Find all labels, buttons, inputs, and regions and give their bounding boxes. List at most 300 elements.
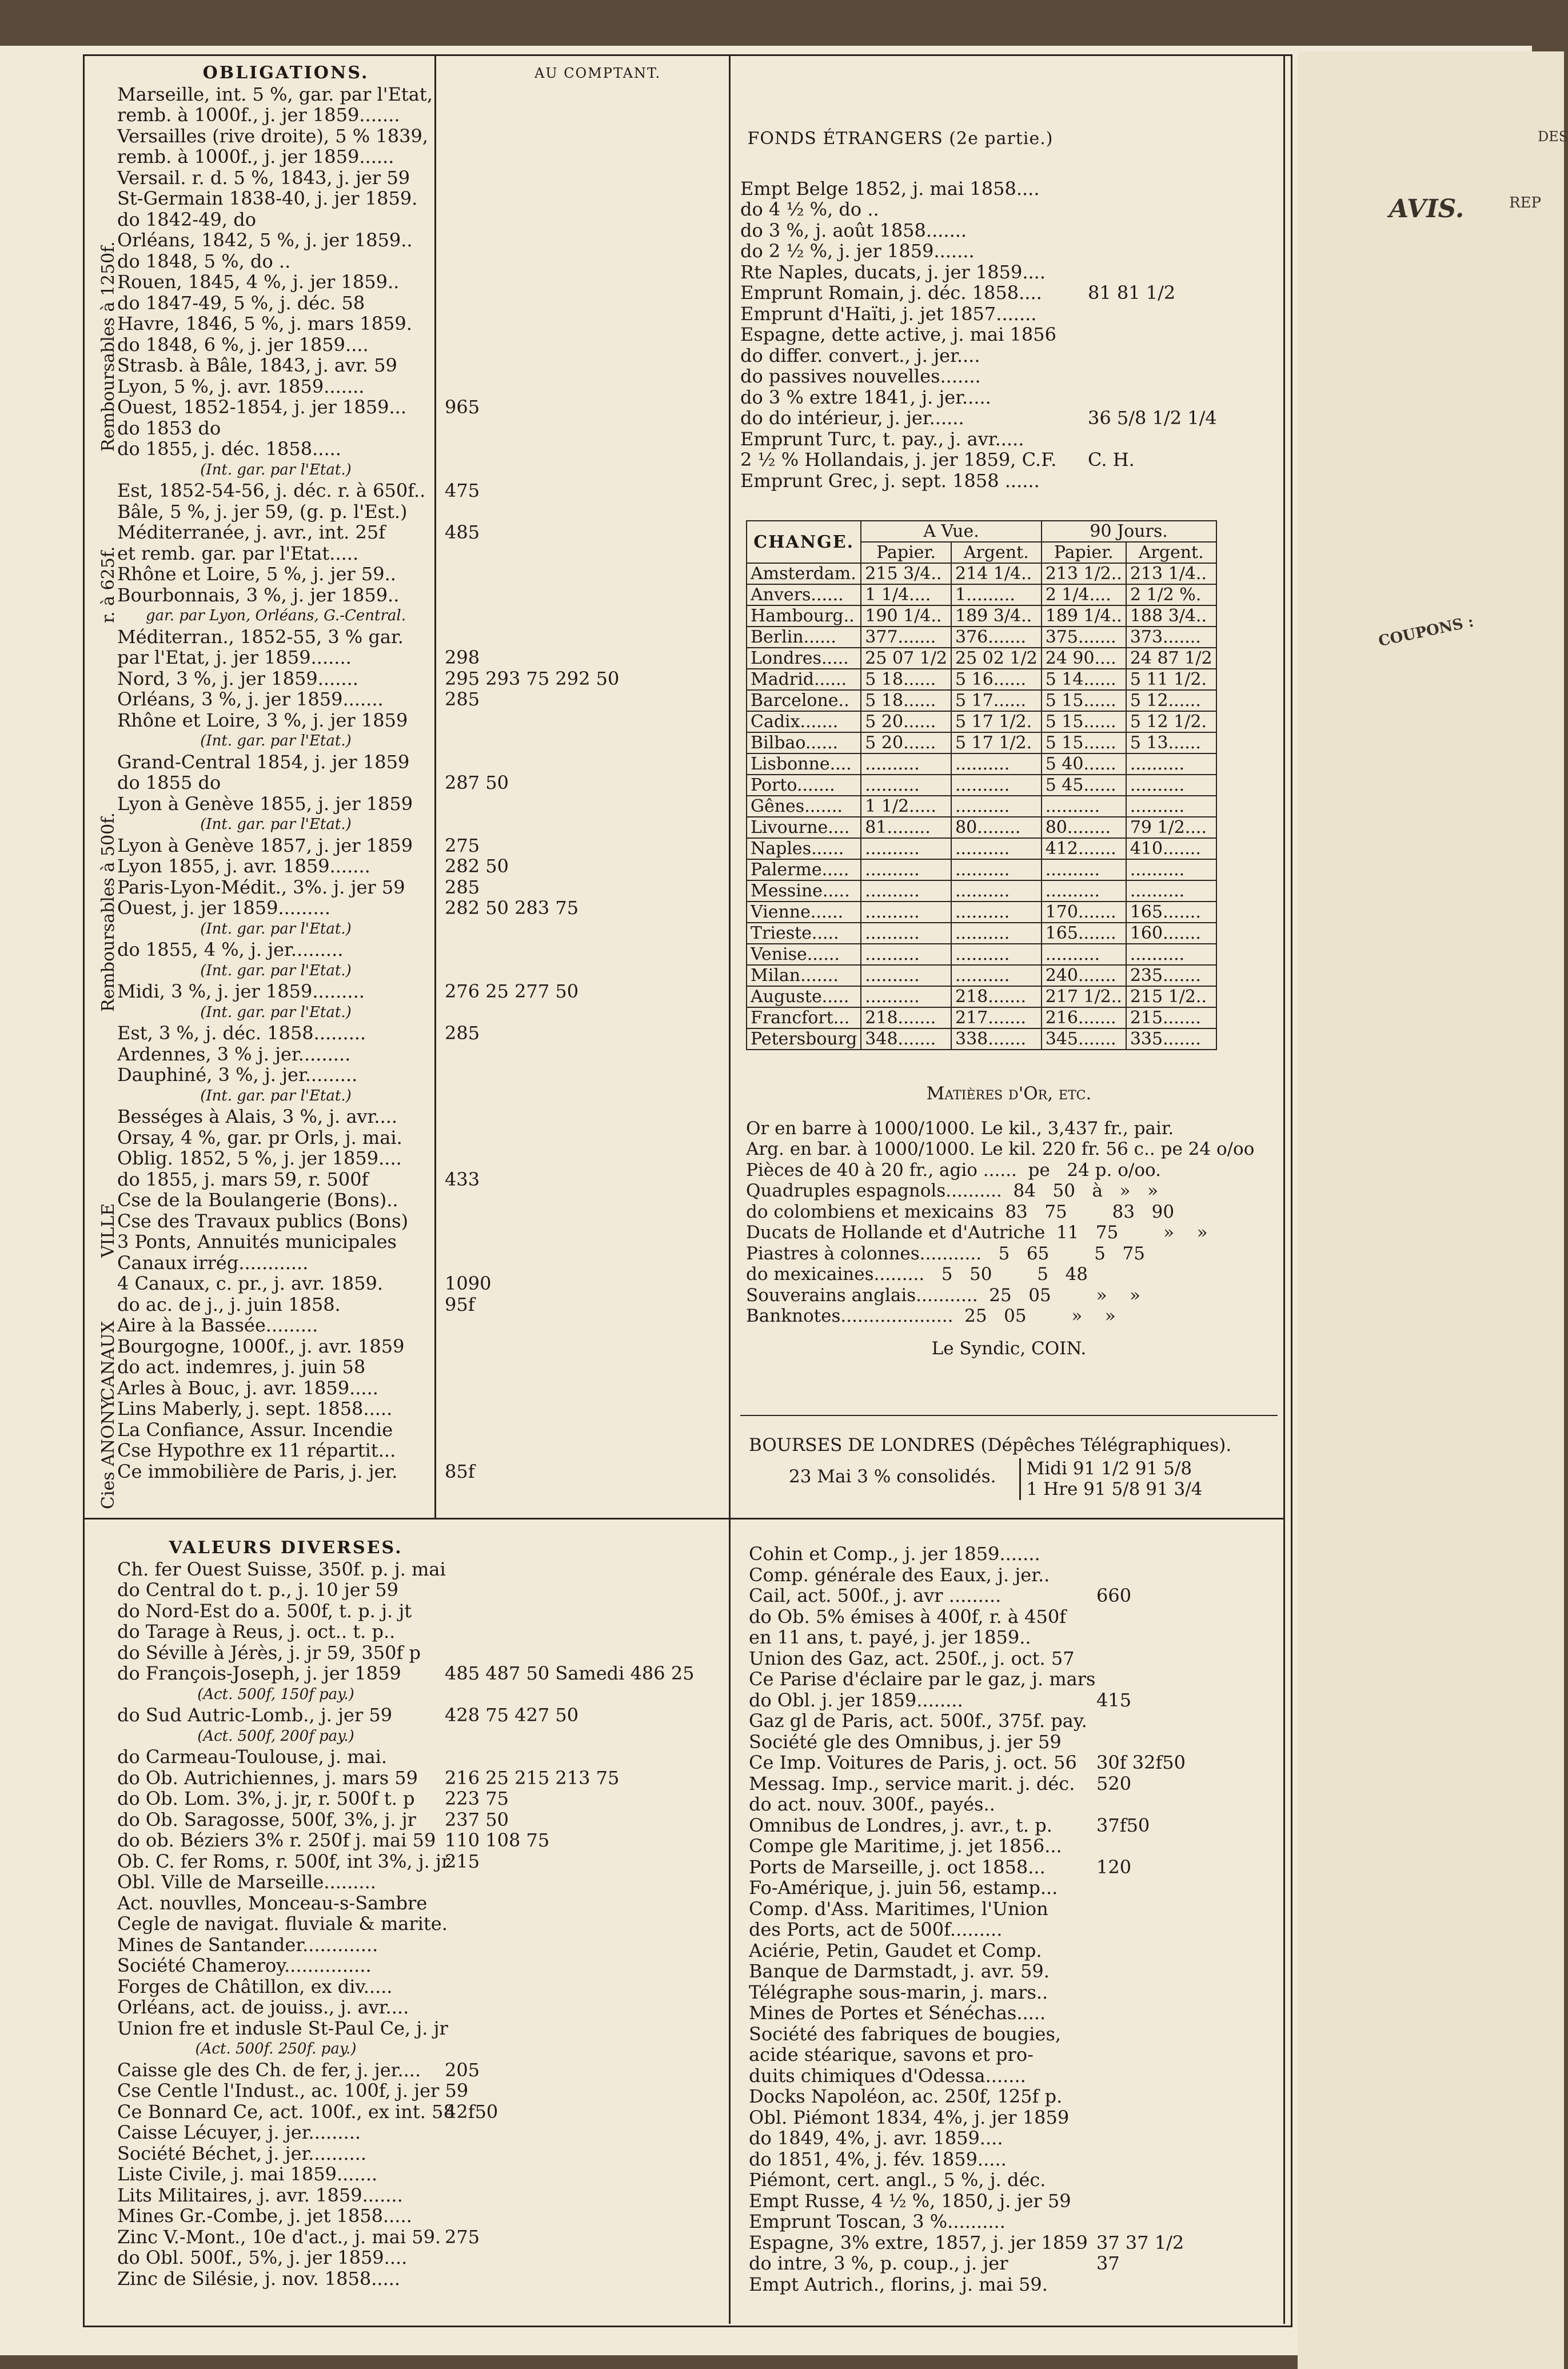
- item-value: [434, 1935, 445, 1956]
- item-value: 223 75: [445, 1788, 509, 1809]
- change-city: Hambourg..: [747, 605, 861, 627]
- list-item: [749, 1899, 1186, 1920]
- change-city: Bilbao......: [747, 732, 861, 753]
- change-rate: 24 87 1/2: [1126, 648, 1216, 669]
- list-item: [740, 282, 1217, 304]
- item-label: Espagne, dette active, j. mai 1856: [740, 324, 1056, 345]
- item-label: Liste Civile, j. mai 1859.......: [117, 2163, 378, 2185]
- item-value: [1086, 2044, 1096, 2065]
- item-value: [1078, 304, 1088, 325]
- item-label: Forges de Châtillon, ex div.....: [117, 1975, 393, 1997]
- item-label: do 1849, 4%, j. avr. 1859....: [749, 2127, 1003, 2149]
- item-value: 1090: [445, 1273, 492, 1294]
- list-item: [749, 2274, 1186, 2295]
- list-item: [117, 501, 661, 523]
- item-label: Cohin et Comp., j. jer 1859.......: [749, 1543, 1040, 1565]
- change-rate: 235.......: [1126, 965, 1216, 986]
- item-value: 282 50: [445, 855, 509, 877]
- change-city: Messine.....: [747, 880, 861, 902]
- item-label: (Int. gar. par l'Etat.): [200, 816, 352, 833]
- table-row: [747, 902, 1216, 923]
- change-rate: ..........: [1126, 775, 1216, 796]
- item-label: Strasb. à Bâle, 1843, j. avr. 59: [117, 354, 397, 376]
- item-label: Ce Parise d'éclaire par le gaz, j. mars: [749, 1668, 1096, 1690]
- list-item: [117, 376, 661, 397]
- item-value: 237 50: [445, 1808, 509, 1830]
- change-rate: ..........: [951, 838, 1042, 859]
- list-item: [117, 438, 661, 460]
- change-rate: 189 1/4..: [1042, 605, 1126, 627]
- item-value: [434, 418, 445, 439]
- change-city: Berlin......: [747, 627, 861, 648]
- list-item: [117, 814, 661, 835]
- item-value: 275: [445, 834, 480, 856]
- list-item: [117, 1663, 695, 1684]
- change-rate: 217 1/2..: [1042, 986, 1126, 1007]
- list-item: [749, 1606, 1186, 1628]
- item-value: [434, 2164, 445, 2185]
- list-item: [117, 1976, 695, 1997]
- list-item: [749, 2024, 1186, 2045]
- item-label: do Obl. j. jer 1859........: [749, 1689, 963, 1711]
- change-rate: 348.......: [861, 1028, 951, 1050]
- item-label: Emprunt Toscan, 3 %..........: [749, 2211, 1006, 2232]
- item-label: Docks Napoléon, ac. 250f, 125f p.: [749, 2085, 1063, 2107]
- list-item: [740, 449, 1217, 470]
- item-label: Emprunt Grec, j. sept. 1858 ......: [740, 469, 1040, 492]
- item-label: Lins Maberly, j. sept. 1858.....: [117, 1398, 393, 1419]
- matiere-row: Piastres à colonnes........... 5 65 5 75: [746, 1243, 1145, 1264]
- change-rate: 170.......: [1042, 902, 1126, 923]
- item-value: 275: [445, 2226, 480, 2248]
- item-value: 287 50: [445, 772, 509, 793]
- list-item: [117, 355, 661, 376]
- item-value: [434, 1559, 445, 1580]
- item-value: 298: [445, 647, 480, 668]
- list-item: [749, 1919, 1186, 1940]
- item-value: [434, 1601, 445, 1622]
- list-item: [117, 2206, 695, 2227]
- item-label: Cail, act. 500f., j. avr .........: [749, 1585, 1002, 1606]
- change-rate: 5 20......: [861, 711, 951, 732]
- list-item: [117, 2247, 695, 2268]
- item-value: 475: [445, 480, 480, 501]
- list-item: [749, 2169, 1186, 2191]
- list-item: [117, 1086, 661, 1107]
- change-rate: ..........: [1042, 944, 1126, 965]
- item-value: [434, 793, 445, 815]
- item-label: do 2 ½ %, j. jer 1859.......: [740, 240, 975, 262]
- list-item: [117, 1935, 695, 1956]
- item-label: do do intérieur, j. jer......: [740, 407, 964, 429]
- item-label: Espagne, 3% extre, 1857, j. jer 1859: [749, 2231, 1088, 2254]
- item-value: 37: [1096, 2252, 1120, 2274]
- item-value: [434, 230, 445, 251]
- change-rate: 217.......: [951, 1007, 1042, 1028]
- change-city: Vienne......: [747, 902, 861, 923]
- change-rate: 190 1/4..: [861, 605, 951, 627]
- item-value: 30f 32f50: [1096, 1752, 1186, 1773]
- change-rate: 216.......: [1042, 1007, 1126, 1028]
- list-item: [749, 2065, 1186, 2087]
- group-label-1250: Remboursables à 1250f.: [98, 241, 118, 452]
- item-value: [434, 1148, 445, 1169]
- item-value: 285: [445, 1022, 480, 1044]
- item-label: (Int. gar. par l'Etat.): [200, 920, 352, 938]
- item-value: [434, 1726, 445, 1747]
- list-item: [117, 1023, 661, 1044]
- matiere-row: Or en barre à 1000/1000. Le kil., 3,437 fr., pair.: [746, 1118, 1174, 1139]
- item-label: do differ. convert., j. jer....: [740, 344, 980, 366]
- comptant-header: AU COMPTANT.: [534, 65, 661, 81]
- item-value: 215: [445, 1850, 480, 1872]
- item-value: [434, 1086, 445, 1107]
- item-value: [434, 1872, 445, 1893]
- list-item: [117, 939, 661, 960]
- matiere-row: Banknotes.................... 25 05 » »: [746, 1306, 1116, 1326]
- list-item: [117, 105, 661, 126]
- item-label: (Int. gar. par l'Etat.): [200, 732, 352, 749]
- matieres-rows: [746, 1118, 1272, 1327]
- item-label: La Confiance, Assur. Incendie: [117, 1418, 393, 1441]
- item-label: Rhône et Loire, 3 %, j. jer 1859: [117, 709, 408, 731]
- item-value: 110 108 75: [445, 1829, 550, 1851]
- matiere-row: do colombiens et mexicains 83 75 83 90: [746, 1201, 1175, 1222]
- item-label: do Obl. 500f., 5%, j. jer 1859....: [117, 2247, 408, 2268]
- list-item: [749, 1773, 1186, 1794]
- item-value: C. H.: [1088, 449, 1135, 470]
- list-item: [117, 146, 661, 167]
- change-rate: 79 1/2....: [1126, 817, 1216, 838]
- change-city: Gênes.......: [747, 796, 861, 817]
- item-label: do Séville à Jérès, j. jr 59, 350f p: [117, 1641, 421, 1664]
- item-value: [434, 731, 445, 752]
- list-item: [749, 1544, 1186, 1565]
- group-label-ville: VILLE: [98, 1203, 118, 1258]
- list-item: [117, 1127, 661, 1148]
- item-value: [434, 960, 445, 982]
- item-value: [434, 2122, 445, 2143]
- item-label: Fo-Amérique, j. juin 56, estamp...: [749, 1877, 1058, 1899]
- list-item: [117, 1357, 661, 1378]
- item-label: do Tarage à Reus, j. oct.. t. p..: [117, 1621, 396, 1642]
- change-rate: 240.......: [1042, 965, 1126, 986]
- list-item: [117, 668, 661, 689]
- list-item: [740, 387, 1217, 408]
- item-value: [1086, 2024, 1096, 2045]
- change-rate: 5 17 1/2.: [951, 711, 1042, 732]
- change-rate: 5 12......: [1126, 690, 1216, 711]
- item-value: [434, 1955, 445, 1976]
- item-label: Havre, 1846, 5 %, j. mars 1859.: [117, 313, 412, 334]
- item-value: 95f: [445, 1293, 475, 1315]
- item-label: Midi, 3 %, j. jer 1859.........: [117, 980, 365, 1002]
- table-row: [747, 669, 1216, 690]
- list-item: [117, 397, 661, 418]
- list-item: [117, 251, 661, 272]
- item-value: [434, 355, 445, 376]
- change-city: Porto.......: [747, 775, 861, 796]
- margin-coupons: COUPONS :: [1377, 613, 1475, 651]
- item-value: 660: [1096, 1585, 1132, 1606]
- list-item: [117, 1851, 695, 1872]
- item-label: do Ob. Lom. 3%, j. jr, r. 500f t. p: [117, 1788, 415, 1809]
- change-rate: ..........: [861, 838, 951, 859]
- list-item: [117, 835, 661, 856]
- list-item: [749, 2086, 1186, 2107]
- item-value: [434, 919, 445, 940]
- list-item: [117, 188, 661, 209]
- item-value: 285: [445, 876, 480, 898]
- list-item: [117, 1726, 695, 1747]
- item-label: Grand-Central 1854, j. jer 1859: [117, 751, 410, 773]
- item-label: (Int. gar. par l'Etat.): [200, 1087, 352, 1104]
- item-label: Bâle, 5 %, j. jer 59, (g. p. l'Est.): [117, 500, 408, 523]
- londres-midi: Midi 91 1/2 91 5/8: [1026, 1458, 1192, 1479]
- item-label: Caisse Lécuyer, j. jer.........: [117, 2121, 361, 2143]
- item-label: Société Chameroy...............: [117, 1955, 372, 1976]
- list-item: [740, 199, 1217, 220]
- item-value: 37f50: [1096, 1814, 1150, 1836]
- change-city: Milan.......: [747, 965, 861, 986]
- item-value: [434, 1976, 445, 1997]
- change-rate: 5 14......: [1042, 669, 1126, 690]
- item-value: [434, 1106, 445, 1127]
- list-item: [117, 167, 661, 189]
- item-label: Obl. Piémont 1834, 4%, j. jer 1859: [749, 2106, 1070, 2128]
- item-value: [434, 313, 445, 334]
- item-value: [1086, 2086, 1096, 2107]
- change-rate: 375.......: [1042, 627, 1126, 648]
- change-rate: 215 1/2..: [1126, 986, 1216, 1007]
- table-row: [747, 880, 1216, 902]
- item-label: Messag. Imp., service marit. j. déc.: [749, 1772, 1075, 1794]
- list-item: [117, 1768, 695, 1789]
- item-value: 520: [1096, 1772, 1132, 1794]
- change-city: Petersbourg: [747, 1028, 861, 1050]
- item-label: remb. à 1000f., j. jer 1859.......: [117, 104, 400, 126]
- item-label: do intre, 3 %, p. coup., j. jer: [749, 2252, 1008, 2274]
- item-label: Rte Naples, ducats, j. jer 1859....: [740, 261, 1046, 283]
- item-value: [1086, 1877, 1096, 1899]
- item-value: [1086, 2149, 1096, 2170]
- item-value: [1086, 2107, 1096, 2128]
- list-item: [117, 1044, 661, 1065]
- list-item: [749, 1585, 1186, 1606]
- change-rate: 5 15......: [1042, 690, 1126, 711]
- item-label: en 11 ans, t. payé, j. jer 1859..: [749, 1626, 1031, 1648]
- list-item: [740, 366, 1217, 387]
- change-rate: ..........: [951, 965, 1042, 986]
- change-rate: 338.......: [951, 1028, 1042, 1050]
- syndic: Le Syndic, COIN.: [931, 1338, 1087, 1359]
- item-value: [434, 272, 445, 293]
- change-rate: 376.......: [951, 627, 1042, 648]
- change-rate: 5 45......: [1042, 775, 1126, 796]
- item-label: Oblig. 1852, 5 %, j. jer 1859....: [117, 1147, 402, 1169]
- item-label: Ouest, 1852-1854, j. jer 1859...: [117, 396, 406, 418]
- list-item: [749, 1690, 1186, 1711]
- list-item: [117, 1997, 695, 2018]
- item-label: Versail. r. d. 5 %, 1843, j. jer 59: [117, 166, 410, 189]
- change-rate: 5 13......: [1126, 732, 1216, 753]
- change-title: CHANGE.: [747, 521, 861, 563]
- list-item: [117, 2164, 695, 2185]
- item-value: [1086, 2191, 1096, 2212]
- item-value: 965: [445, 396, 480, 418]
- item-value: [434, 1997, 445, 2018]
- item-label: Emprunt Turc, t. pay., j. avr.....: [740, 428, 1024, 450]
- item-value: [1078, 241, 1088, 262]
- item-value: [1086, 1565, 1096, 1586]
- list-item: [749, 2044, 1186, 2065]
- item-value: [434, 605, 445, 627]
- item-label: do 1855 do: [117, 772, 221, 793]
- change-rate: ..........: [861, 859, 951, 880]
- change-rate: ..........: [861, 880, 951, 902]
- table-row: [747, 859, 1216, 880]
- item-label: Aciérie, Petin, Gaudet et Comp.: [749, 1939, 1042, 1961]
- item-value: [434, 1211, 445, 1232]
- item-value: [434, 1440, 445, 1461]
- item-value: [434, 2247, 445, 2268]
- list-item: [740, 470, 1217, 492]
- item-label: Méditerran., 1852-55, 3 % gar.: [117, 625, 404, 648]
- item-value: [434, 1064, 445, 1086]
- list-item: [117, 1253, 661, 1274]
- item-value: [434, 1378, 445, 1399]
- change-city: Lisbonne....: [747, 753, 861, 775]
- item-value: [1086, 1669, 1096, 1690]
- valeurs-title: VALEURS DIVERSES.: [169, 1538, 403, 1558]
- change-city: Trieste.....: [747, 923, 861, 944]
- item-value: [1086, 1982, 1096, 2003]
- list-item: [117, 1211, 661, 1232]
- table-row: [747, 711, 1216, 732]
- item-label: do ob. Béziers 3% r. 250f j. mai 59: [117, 1829, 436, 1851]
- change-rate: ..........: [1042, 796, 1126, 817]
- list-item: [749, 1836, 1186, 1857]
- list-item: [117, 1621, 695, 1642]
- table-row: [747, 732, 1216, 753]
- list-item: [117, 605, 661, 627]
- change-rate: 215 3/4..: [861, 563, 951, 584]
- item-label: Société Béchet, j. jer..........: [117, 2142, 366, 2164]
- item-value: [1086, 1836, 1096, 1857]
- list-item: [117, 1398, 661, 1419]
- change-rate: ..........: [951, 880, 1042, 902]
- item-value: [434, 1580, 445, 1601]
- item-value: [1078, 345, 1088, 366]
- item-value: [434, 752, 445, 773]
- item-label: Omnibus de Londres, j. avr., t. p.: [749, 1814, 1052, 1836]
- item-value: [1078, 262, 1088, 283]
- item-value: [434, 1642, 445, 1664]
- change-city: Barcelone..: [747, 690, 861, 711]
- change-avue: A Vue.: [861, 521, 1041, 542]
- list-item: [749, 1627, 1186, 1648]
- item-label: par l'Etat, j. jer 1859.......: [117, 647, 352, 668]
- table-row: [747, 584, 1216, 605]
- item-label: Comp. générale des Eaux, j. jer..: [749, 1564, 1050, 1586]
- item-label: des Ports, act de 500f.........: [749, 1919, 1003, 1940]
- item-value: [1078, 220, 1088, 241]
- change-city: Venise......: [747, 944, 861, 965]
- change-rate: ..........: [951, 775, 1042, 796]
- item-label: Banque de Darmstadt, j. avr. 59.: [749, 1960, 1050, 1982]
- item-value: [1086, 1648, 1096, 1669]
- list-item: [740, 345, 1217, 366]
- item-label: do Nord-Est do a. 500f, t. p. j. jt: [117, 1600, 412, 1622]
- item-value: [1086, 1710, 1096, 1732]
- list-item: [117, 1913, 695, 1935]
- item-label: Comp. d'Ass. Maritimes, l'Union: [749, 1897, 1048, 1920]
- list-item: [740, 262, 1217, 283]
- item-value: [434, 376, 445, 397]
- group-label-canaux: CANAUX: [98, 1321, 118, 1401]
- matiere-row: Quadruples espagnols.......... 84 50 à » »: [746, 1180, 1159, 1201]
- list-item: [117, 2143, 695, 2164]
- list-item: [117, 543, 661, 564]
- list-item: [117, 1106, 661, 1127]
- item-value: 85f: [445, 1460, 475, 1482]
- item-label: Ce Bonnard Ce, act. 100f., ex int. 58: [117, 2100, 455, 2123]
- item-label: Société gle des Omnibus, j. jer 59: [749, 1730, 1062, 1753]
- list-item: [117, 2018, 695, 2039]
- item-label: Marseille, int. 5 %, gar. par l'Etat,: [117, 83, 433, 105]
- change-city: Naples......: [747, 838, 861, 859]
- list-item: [117, 793, 661, 815]
- item-value: [434, 188, 445, 209]
- item-label: do Central do t. p., j. 10 jer 59: [117, 1579, 398, 1601]
- item-label: Ouest, j. jer 1859.........: [117, 897, 330, 919]
- item-label: Société des fabriques de bougies,: [749, 2023, 1062, 2045]
- change-rate: 165.......: [1126, 902, 1216, 923]
- change-rate: 25 02 1/2: [951, 648, 1042, 669]
- item-value: 485 487 50 Samedi 486 25: [445, 1662, 695, 1684]
- item-label: do 1855, 4 %, j. jer.........: [117, 939, 344, 960]
- list-item: [749, 1732, 1186, 1753]
- change-rate: ..........: [951, 796, 1042, 817]
- item-label: do 1851, 4%, j. fév. 1859.....: [749, 2148, 1007, 2170]
- change-rate: 373.......: [1126, 627, 1216, 648]
- change-rate: 335.......: [1126, 1028, 1216, 1050]
- list-item: [117, 1378, 661, 1399]
- list-item: [117, 1809, 695, 1830]
- item-value: [434, 2018, 445, 2039]
- item-label: Paris-Lyon-Médit., 3%. j. jer 59: [117, 876, 405, 898]
- list-item: [117, 1461, 661, 1482]
- item-label: do 3 % extre 1841, j. jer.....: [740, 386, 991, 408]
- item-label: (Int. gar. par l'Etat.): [200, 962, 352, 979]
- obligations-title: OBLIGATIONS.: [202, 63, 369, 83]
- item-label: do 1842-49, do: [117, 208, 256, 230]
- item-label: et remb. gar. par l'Etat.....: [117, 542, 359, 564]
- item-label: Est, 3 %, j. déc. 1858.........: [117, 1022, 366, 1044]
- item-label: do François-Joseph, j. jer 1859: [117, 1662, 401, 1684]
- change-section: [746, 520, 1217, 1050]
- change-rate: 213 1/2..: [1042, 563, 1126, 584]
- item-value: [1086, 1606, 1096, 1628]
- matiere-row: Souverains anglais........... 25 05 » »: [746, 1285, 1140, 1306]
- item-value: [1078, 178, 1088, 200]
- margin-avis: AVIS.: [1389, 194, 1465, 224]
- londres-top-rule: [740, 1415, 1278, 1416]
- item-value: [434, 814, 445, 835]
- list-item: [117, 877, 661, 898]
- item-label: do 4 ½ %, do ..: [740, 198, 879, 220]
- divers-right-rows: [749, 1544, 1186, 2295]
